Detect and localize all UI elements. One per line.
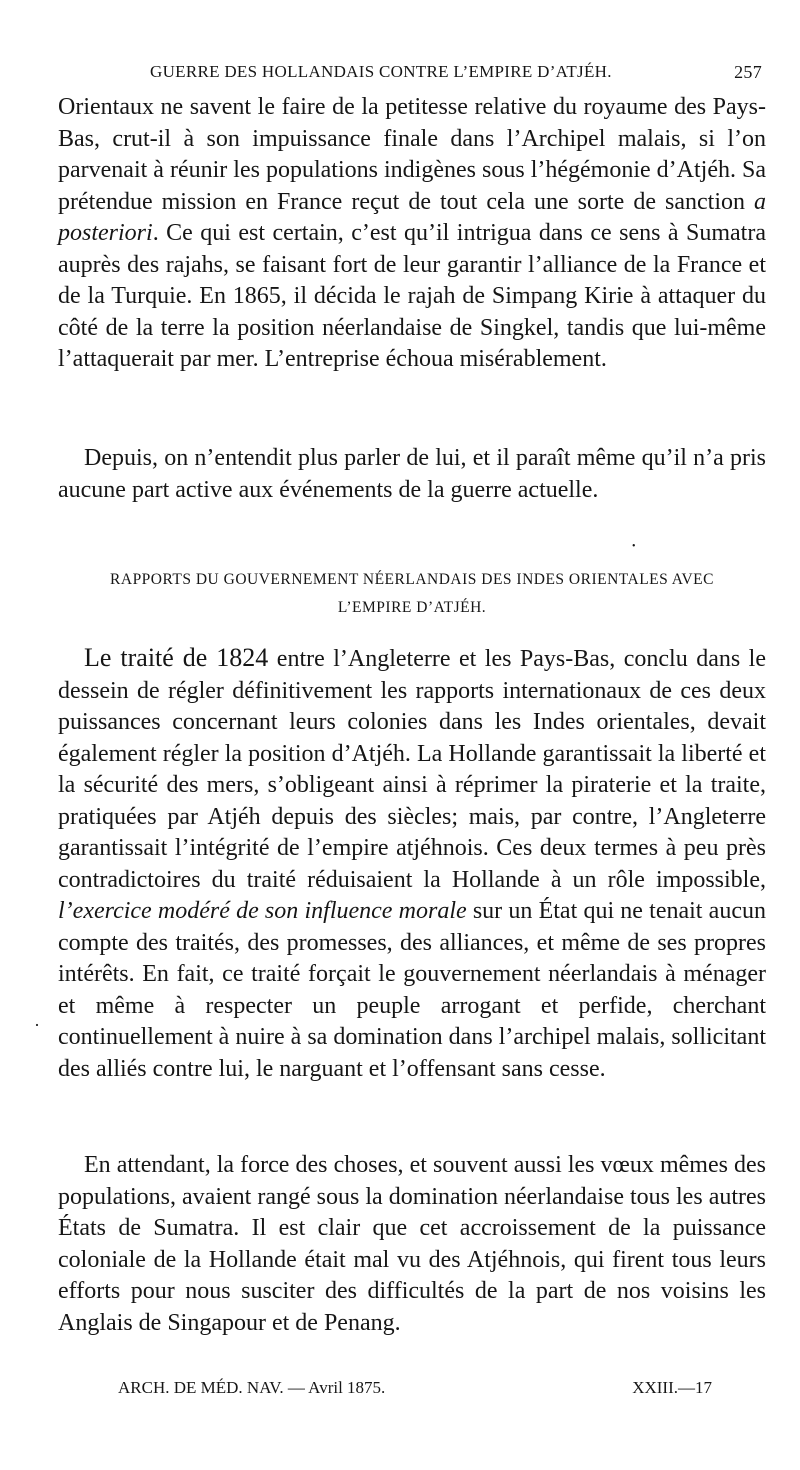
running-title: GUERRE DES HOLLANDAIS CONTRE L’EMPIRE D’ATJÉH.: [150, 62, 612, 81]
p1-text-b: . Ce qui est certain, c’est qu’il intrigua dans ce sens à Sumatra auprès des rajahs, se faisant fort de leur garantir l’alliance de la France et de la Turquie. En 1865, il décida le rajah de Simpang Kirie à attaquer du côté de la terre la position néerlandaise de Singkel, tandis que lui-même l’attaquerait par mer. L’entreprise échoua misérablement.: [58, 220, 766, 372]
section-heading-line-1: RAPPORTS DU GOUVERNEMENT NÉERLANDAIS DES INDES ORIENTALES AVEC: [110, 571, 714, 588]
ornament-dot: •: [632, 541, 636, 552]
paragraph-continuation: [58, 92, 766, 376]
page-number: 257: [734, 62, 762, 82]
paragraph-traite: [58, 642, 766, 1085]
p3-text-a: entre l’Angleterre et les Pays-Bas, conclu dans le dessein de régler définitivement les rapports internationaux de ces deux puissances concernant leurs colonies dans les Indes orientales, devait également régler la position d’Atjéh. La Hollande garantissait la liberté et la sécurité des mers, s’obligeant ainsi à réprimer la piraterie et la traite, pratiquées par Atjéh depuis des siècles; mais, par contre, l’Angleterre garantissait l’intégrité de l’empire atjéhnois. Ces deux termes à peu près contradictoires du traité réduisaient la Hollande à un rôle impossible,: [58, 646, 766, 893]
paragraph-en-attendant: En attendant, la force des choses, et souvent aussi les vœux mêmes des populations, avaient rangé sous la domination néerlandaise tous les autres États de Sumatra. Il est clair que cet accroissement de la puissance coloniale de la Hollande était mal vu des Atjéhnois, qui firent tous leurs efforts pour nous susciter des difficultés de la part de nos voisins les Anglais de Singapour et de Penang.: [58, 1152, 766, 1336]
p3-lead: Le traité de 1824: [84, 643, 269, 672]
footer-source: ARCH. DE MÉD. NAV. — Avril 1875.: [118, 1378, 386, 1397]
margin-mark: ·: [34, 1015, 40, 1035]
p1-text-a: Orientaux ne savent le faire de la petitesse relative du royaume des Pays-Bas, crut-il à son impuissance finale dans l’Archipel malais, si l’on parvenait à réunir les populations indigènes sous l’hégémonie d’Atjéh. Sa prétendue mission en France reçut de tout cela une sorte de sanction: [58, 94, 766, 215]
section-heading: [58, 566, 766, 622]
section-heading-line-2: L’EMPIRE D’ATJÉH.: [337, 599, 487, 616]
p1-italic: a posteriori: [58, 188, 766, 246]
paragraph-depuis: Depuis, on n’entendit plus parler de lui, et il paraît même qu’il n’a pris aucune part active aux événements de la guerre actuelle.: [58, 445, 766, 503]
footer-signature: XXIII.—17: [632, 1378, 712, 1397]
p3-text-b: sur un État qui ne tenait aucun compte des traités, des promesses, des alliances, et même de ses propres intérêts. En fait, ce traité forçait le gouvernement néerlandais à ménager et même à respecter un peuple arrogant et perfide, cherchant continuellement à nuire à sa domination dans l’archipel malais, sollicitant des alliés contre lui, le narguant et l’offensant sans cesse.: [58, 898, 766, 1082]
p3-italic: l’exercice modéré de son influence morale: [58, 898, 467, 924]
